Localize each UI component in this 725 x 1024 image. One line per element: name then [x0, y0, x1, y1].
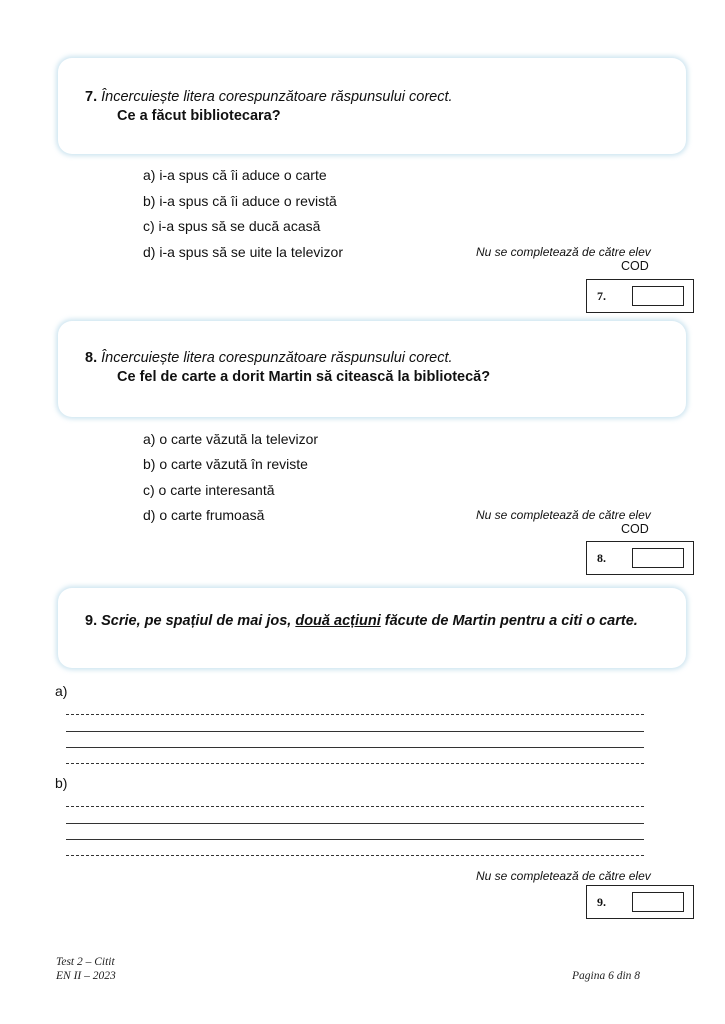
q8-option-d[interactable]: d) o carte frumoasă — [143, 507, 265, 523]
q7-code-field — [632, 286, 684, 306]
q8-option-a[interactable]: a) o carte văzută la televizor — [143, 431, 319, 447]
q8-option-c[interactable]: c) o carte interesantă — [143, 482, 275, 498]
answer-a-label: a) — [55, 683, 68, 699]
q9-code-box-label: 9. — [597, 895, 606, 909]
answer-b-label: b) — [55, 775, 68, 791]
q8-code-box-label: 8. — [597, 551, 606, 565]
question-9-text-after: făcute de Martin pentru a citi o carte. — [384, 613, 638, 629]
question-7-question: Ce a făcut bibliotecara? — [117, 108, 281, 124]
answer-a-line-3[interactable] — [66, 747, 644, 748]
question-7-number: 7. — [85, 89, 98, 105]
footer-exam: EN II – 2023 — [56, 970, 116, 982]
q7-option-b[interactable]: b) i-a spus că îi aduce o revistă — [143, 193, 337, 209]
q7-code-box-label: 7. — [597, 289, 606, 303]
answer-b-line-3[interactable] — [66, 839, 644, 840]
question-8-number: 8. — [85, 350, 98, 366]
footer-page: Pagina 6 din 8 — [572, 970, 641, 982]
question-8-text — [85, 349, 490, 387]
q7-cod-label: COD — [621, 259, 649, 273]
question-9-underlined: două acțiuni — [295, 613, 381, 629]
answer-a-line-2[interactable] — [66, 731, 644, 732]
answer-a-line-1[interactable] — [66, 714, 644, 715]
question-7-text — [85, 88, 453, 126]
question-9-number: 9. — [85, 613, 98, 629]
question-9-text-before: Scrie, pe spațiul de mai jos, — [101, 613, 292, 629]
q9-code-box — [586, 885, 694, 919]
q7-code-box — [586, 279, 694, 313]
q8-cod-label: COD — [621, 522, 649, 536]
question-8-question: Ce fel de carte a dorit Martin să citească la bibliotecă? — [117, 369, 491, 385]
q8-option-b[interactable]: b) o carte văzută în reviste — [143, 456, 308, 472]
question-7-instruction: Încercuiește litera corespunzătoare răspunsului corect. — [101, 89, 453, 105]
q7-option-a[interactable]: a) i-a spus că îi aduce o carte — [143, 167, 327, 183]
answer-a-line-4[interactable] — [66, 763, 644, 764]
q8-grader-note: Nu se completează de către elev — [476, 508, 651, 522]
q8-code-field — [632, 548, 684, 568]
footer-left — [56, 955, 116, 983]
q7-grader-note: Nu se completează de către elev — [476, 245, 651, 259]
answer-b-line-1[interactable] — [66, 806, 644, 807]
answer-b-line-4[interactable] — [66, 855, 644, 856]
footer-test: Test 2 – Citit — [56, 956, 115, 968]
question-9-text — [85, 612, 638, 631]
q9-code-field — [632, 892, 684, 912]
q7-option-c[interactable]: c) i-a spus să se ducă acasă — [143, 218, 321, 234]
answer-b-line-2[interactable] — [66, 823, 644, 824]
q8-code-box — [586, 541, 694, 575]
question-8-instruction: Încercuiește litera corespunzătoare răspunsului corect. — [101, 350, 453, 366]
q7-option-d[interactable]: d) i-a spus să se uite la televizor — [143, 244, 343, 260]
q9-grader-note: Nu se completează de către elev — [476, 869, 651, 883]
